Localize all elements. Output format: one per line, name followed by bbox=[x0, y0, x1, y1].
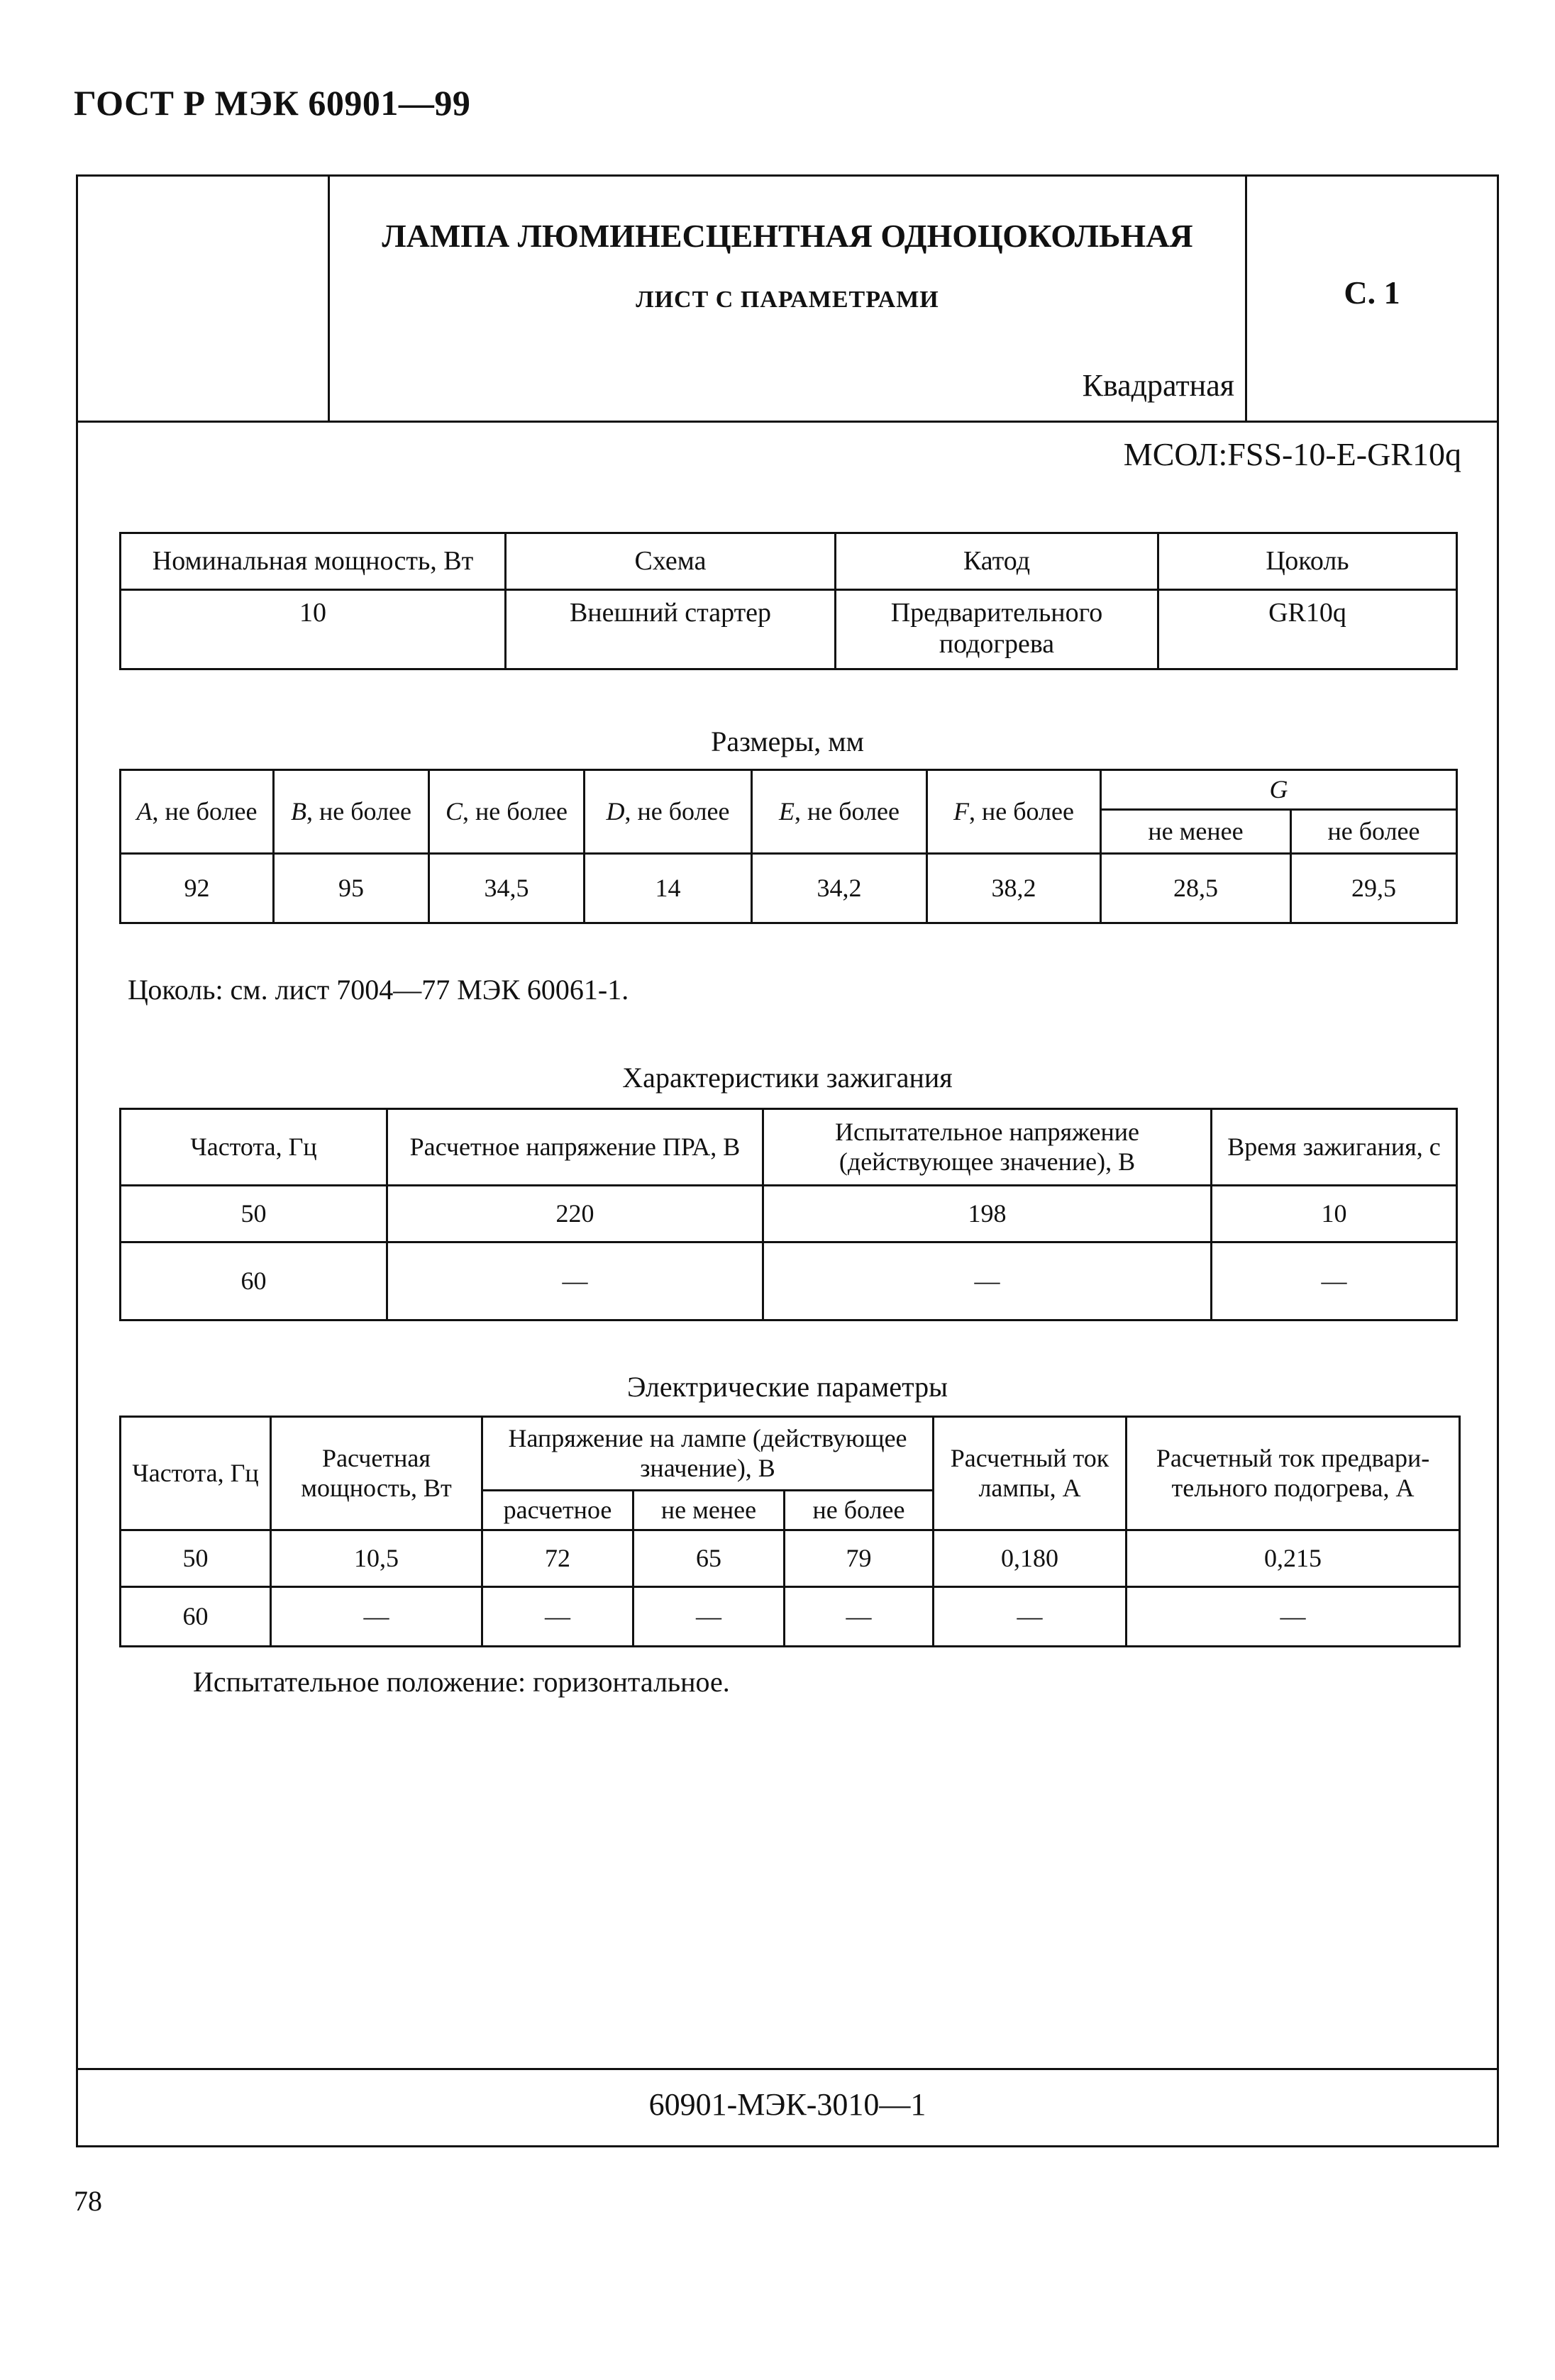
cell-frequency: 50 bbox=[121, 1530, 271, 1587]
cell-dim-a: 92 bbox=[121, 854, 274, 923]
cell-dim-g-min: 28,5 bbox=[1101, 854, 1291, 923]
ignition-table bbox=[119, 1108, 1458, 1321]
header-dim-a: A, не более bbox=[121, 770, 274, 854]
header-g-max: не более bbox=[1291, 810, 1457, 854]
cell-frequency: 50 bbox=[121, 1186, 387, 1242]
header-rated-power: Расчетная мощность, Вт bbox=[271, 1417, 482, 1530]
cell-voltage-rated: — bbox=[482, 1587, 633, 1647]
cell-ignition-time: 10 bbox=[1212, 1186, 1457, 1242]
header-g-min: не менее bbox=[1101, 810, 1291, 854]
header-test-voltage: Испытательное напряжение (действующее значение), В bbox=[763, 1109, 1212, 1186]
header-dim-e: E, не более bbox=[752, 770, 927, 854]
table-row bbox=[121, 590, 1457, 669]
cell-voltage-min: 65 bbox=[633, 1530, 785, 1587]
cell-frequency: 60 bbox=[121, 1242, 387, 1320]
electrical-table bbox=[119, 1416, 1461, 1647]
cell-preheat-current: — bbox=[1127, 1587, 1460, 1647]
table-row bbox=[121, 1242, 1457, 1320]
cell-dim-b: 95 bbox=[274, 854, 429, 923]
table-row bbox=[121, 1530, 1460, 1587]
cell-lamp-current: 0,180 bbox=[934, 1530, 1127, 1587]
dimensions-table bbox=[119, 769, 1458, 924]
header-ballast-voltage: Расчетное напряжение ПРА, В bbox=[387, 1109, 763, 1186]
cell-ballast-voltage: 220 bbox=[387, 1186, 763, 1242]
cell-cathode: Предварительного подогрева bbox=[836, 590, 1158, 669]
cell-dim-g-max: 29,5 bbox=[1291, 854, 1457, 923]
table-row bbox=[121, 1186, 1457, 1242]
header-voltage-rated: расчетное bbox=[482, 1491, 633, 1530]
header-lamp-voltage: Напряжение на лампе (действующее значение), В bbox=[482, 1417, 934, 1491]
cell-base: GR10q bbox=[1158, 590, 1457, 669]
table-header-row bbox=[121, 770, 1457, 810]
header-dim-d: D, не более bbox=[585, 770, 752, 854]
cell-scheme: Внешний стартер bbox=[506, 590, 836, 669]
header-ignition-time: Время зажигания, с bbox=[1212, 1109, 1457, 1186]
cell-dim-d: 14 bbox=[585, 854, 752, 923]
header-scheme: Схема bbox=[506, 533, 836, 590]
cell-rated-power: — bbox=[271, 1587, 482, 1647]
header-dim-b: B, не более bbox=[274, 770, 429, 854]
table-header-row bbox=[121, 1417, 1460, 1491]
header-power: Номинальная мощность, Вт bbox=[121, 533, 506, 590]
header-dim-g: G bbox=[1101, 770, 1457, 810]
cell-frequency: 60 bbox=[121, 1587, 271, 1647]
cell-dim-f: 38,2 bbox=[927, 854, 1101, 923]
header-dim-c: C, не более bbox=[429, 770, 585, 854]
cell-ballast-voltage: — bbox=[387, 1242, 763, 1320]
standard-title: ГОСТ Р МЭК 60901—99 bbox=[74, 83, 471, 123]
header-voltage-max: не более bbox=[785, 1491, 934, 1530]
cell-lamp-current: — bbox=[934, 1587, 1127, 1647]
cell-test-voltage: 198 bbox=[763, 1186, 1212, 1242]
cell-voltage-min: — bbox=[633, 1587, 785, 1647]
header-preheat-current: Расчетный ток предвари-тельного подогрева, А bbox=[1127, 1417, 1460, 1530]
cell-dim-c: 34,5 bbox=[429, 854, 585, 923]
header-left-cell bbox=[76, 174, 330, 423]
table-header-row bbox=[121, 1109, 1457, 1186]
sheet-subtitle: ЛИСТ С ПАРАМЕТРАМИ bbox=[636, 287, 939, 313]
cell-ignition-time: — bbox=[1212, 1242, 1457, 1320]
header-dim-f: F, не более bbox=[927, 770, 1101, 854]
cell-power: 10 bbox=[121, 590, 506, 669]
cell-test-voltage: — bbox=[763, 1242, 1212, 1320]
cell-rated-power: 10,5 bbox=[271, 1530, 482, 1587]
main-params-table bbox=[119, 532, 1458, 670]
footer-sheet-code: 60901-МЭК-3010—1 bbox=[648, 2087, 926, 2122]
page-code: С. 1 bbox=[1344, 274, 1400, 311]
footer-divider bbox=[76, 2068, 1499, 2070]
electrical-caption: Электрические параметры bbox=[627, 1371, 948, 1403]
header-frequency: Частота, Гц bbox=[121, 1109, 387, 1186]
lamp-shape: Квадратная bbox=[1082, 368, 1234, 403]
cell-preheat-current: 0,215 bbox=[1127, 1530, 1460, 1587]
header-base: Цоколь bbox=[1158, 533, 1457, 590]
header-cathode: Катод bbox=[836, 533, 1158, 590]
sheet-title: ЛАМПА ЛЮМИНЕСЦЕНТНАЯ ОДНОЦОКОЛЬНАЯ bbox=[382, 218, 1193, 254]
header-frequency: Частота, Гц bbox=[121, 1417, 271, 1530]
cell-dim-e: 34,2 bbox=[752, 854, 927, 923]
header-lamp-current: Расчетный ток лампы, А bbox=[934, 1417, 1127, 1530]
test-position-note: Испытательное положение: горизонтальное. bbox=[193, 1666, 730, 1698]
table-row bbox=[121, 1587, 1460, 1647]
ignition-caption: Характеристики зажигания bbox=[622, 1062, 953, 1094]
table-header-row bbox=[121, 533, 1457, 590]
cell-voltage-max: 79 bbox=[785, 1530, 934, 1587]
table-row bbox=[121, 854, 1457, 923]
dimensions-caption: Размеры, мм bbox=[711, 725, 864, 757]
cell-voltage-max: — bbox=[785, 1587, 934, 1647]
page-number: 78 bbox=[74, 2185, 102, 2217]
base-note: Цоколь: см. лист 7004—77 МЭК 60061-1. bbox=[128, 974, 629, 1006]
header-voltage-min: не менее bbox=[633, 1491, 785, 1530]
lamp-designation: МСОЛ:FSS-10-E-GR10q bbox=[1123, 436, 1461, 472]
cell-voltage-rated: 72 bbox=[482, 1530, 633, 1587]
